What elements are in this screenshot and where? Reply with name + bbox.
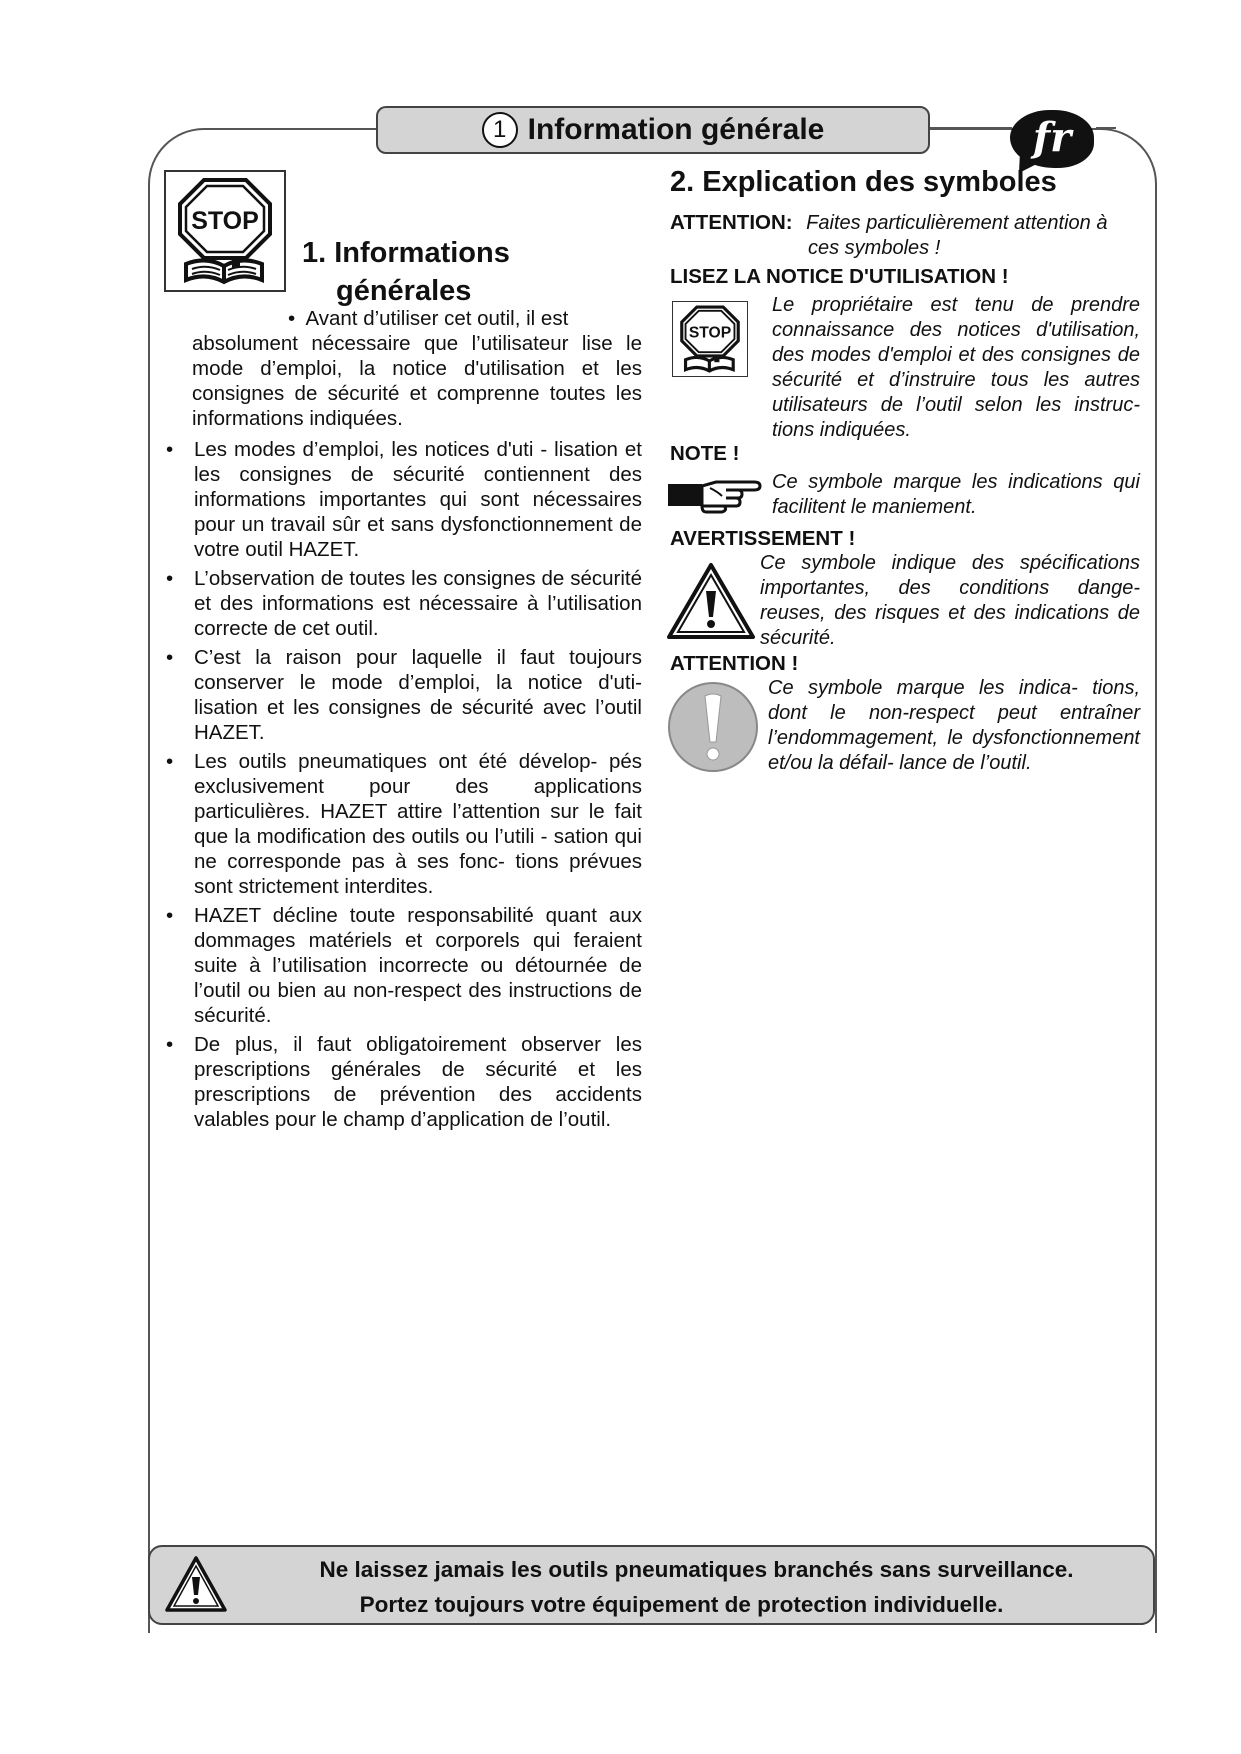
heading-1-number: 1. [302,237,327,269]
attention-2-label: ATTENTION ! [670,652,799,675]
attention-text-1: Faites particulièrement attention à [806,212,1108,234]
section-number: 1 [482,112,518,148]
section-heading-1 [302,234,510,310]
list-item: • C’est la raison pour laquelle il faut toujours conserver le mode d’emploi, la notice d'uti- lisation et les consignes de sécurité avec l’outil HAZET. [166,646,642,744]
safety-footer [148,1545,1155,1625]
list-item: • Les outils pneumatiques ont été dévelop- pés exclusivement pour des applications particulières. HAZET attire l’attention sur le fait que la modification des outils ou l’utili - sation qui ne corresponde pas à ses fonc- tions prévues sont strictement interdites. [166,750,642,898]
exclamation-circle-icon [666,680,760,774]
note-text: Ce symbole marque les indications qui facilitent le maniement. [772,471,1140,518]
heading-1-line1: Informations [334,237,510,269]
note-row [670,470,1140,522]
language-code: fr [1032,114,1072,161]
stop-sign-text: STOP [191,207,259,235]
read-manual-row [670,293,1140,443]
symbols-column [670,210,1140,796]
section-title: Information générale [527,113,825,146]
warning-triangle-icon [666,561,756,641]
read-manual-text: Le propriétaire est tenu de prendre connaissance des notices d'utilisation, des modes d'emploi et des consignes de sécurité et d’instruire tous les autres utilisateurs de l’outil selon les instruc- tions indiquées. [772,294,1140,441]
footer-line-2: Portez toujours votre équipement de protection individuelle. [359,1592,1004,1617]
attention-row [670,210,1140,260]
pointing-hand-icon [666,472,762,516]
paragraph-1-text: absolument nécessaire que l’utilisateur lise le mode d’emploi, la notice d'utilisation et les consignes de sécurité et comprenne toutes les informations indiquées. [192,332,642,430]
attention-text-2: ces symboles ! [808,237,941,259]
footer-line-1: Ne laissez jamais les outils pneumatiques branchés sans surveillance. [319,1557,1074,1582]
heading-1-line2: générales [336,275,472,307]
read-manual-label: LISEZ LA NOTICE D'UTILISATION ! [670,265,1009,288]
header-rule-right [1096,127,1116,129]
warning-label: AVERTISSEMENT ! [670,527,856,550]
section-heading-2: 2. Explication des symboles [670,166,1057,198]
attention-2-row [670,676,1140,796]
warning-row [670,551,1140,651]
list-item: • HAZET décline toute responsabilité quant aux dommages matériels et corporels qui feraient suite à l’utilisation incorrecte ou détournée de l’outil ou bien au non-respect des instructions de sécurité. [166,904,642,1027]
list-item: • Les modes d’emploi, les notices d'uti - lisation et les consignes de sécurité contiennent des informations importantes qui sont nécessaires pour un travail sûr et sans dysfonctionnement de votre outil HAZET. [166,438,642,561]
section-header [376,106,930,154]
svg-text:STOP: STOP [688,324,732,342]
paragraph-1: • Avant d’utiliser cet outil, il est absolument nécessaire que l’utilisateur lise le mode d’emploi, la notice d'utilisation et les consignes de sécurité et comprenne toutes les informations indiquées. [192,307,642,430]
list-item: • De plus, il faut obligatoirement observer les prescriptions générales de sécurité et les prescriptions de prévention des accidents valables pour le champ d’application de l’outil. [166,1033,642,1131]
header-rule [926,127,1012,129]
warning-text: Ce symbole indique des spécifications importantes, des conditions dange- reuses, des risques et des indications de sécurité. [760,552,1140,649]
paragraph-1-lead: Avant d’utiliser cet outil, il est [305,307,569,330]
list-item: • L’observation de toutes les consignes de sécurité et des informations est nécessaire à l’utilisation correcte de cet outil. [166,567,642,640]
attention-label: ATTENTION: [670,211,793,234]
attention-2-text: Ce symbole marque les indica- tions, dont le non-respect peut entraîner l’endommagement, le dysfonctionnement et/ou la défail- lance de l’outil. [768,677,1140,774]
note-label: NOTE ! [670,442,740,465]
stop-book-icon [672,301,748,377]
general-info-column [162,306,642,1136]
stop-book-icon [164,170,286,292]
